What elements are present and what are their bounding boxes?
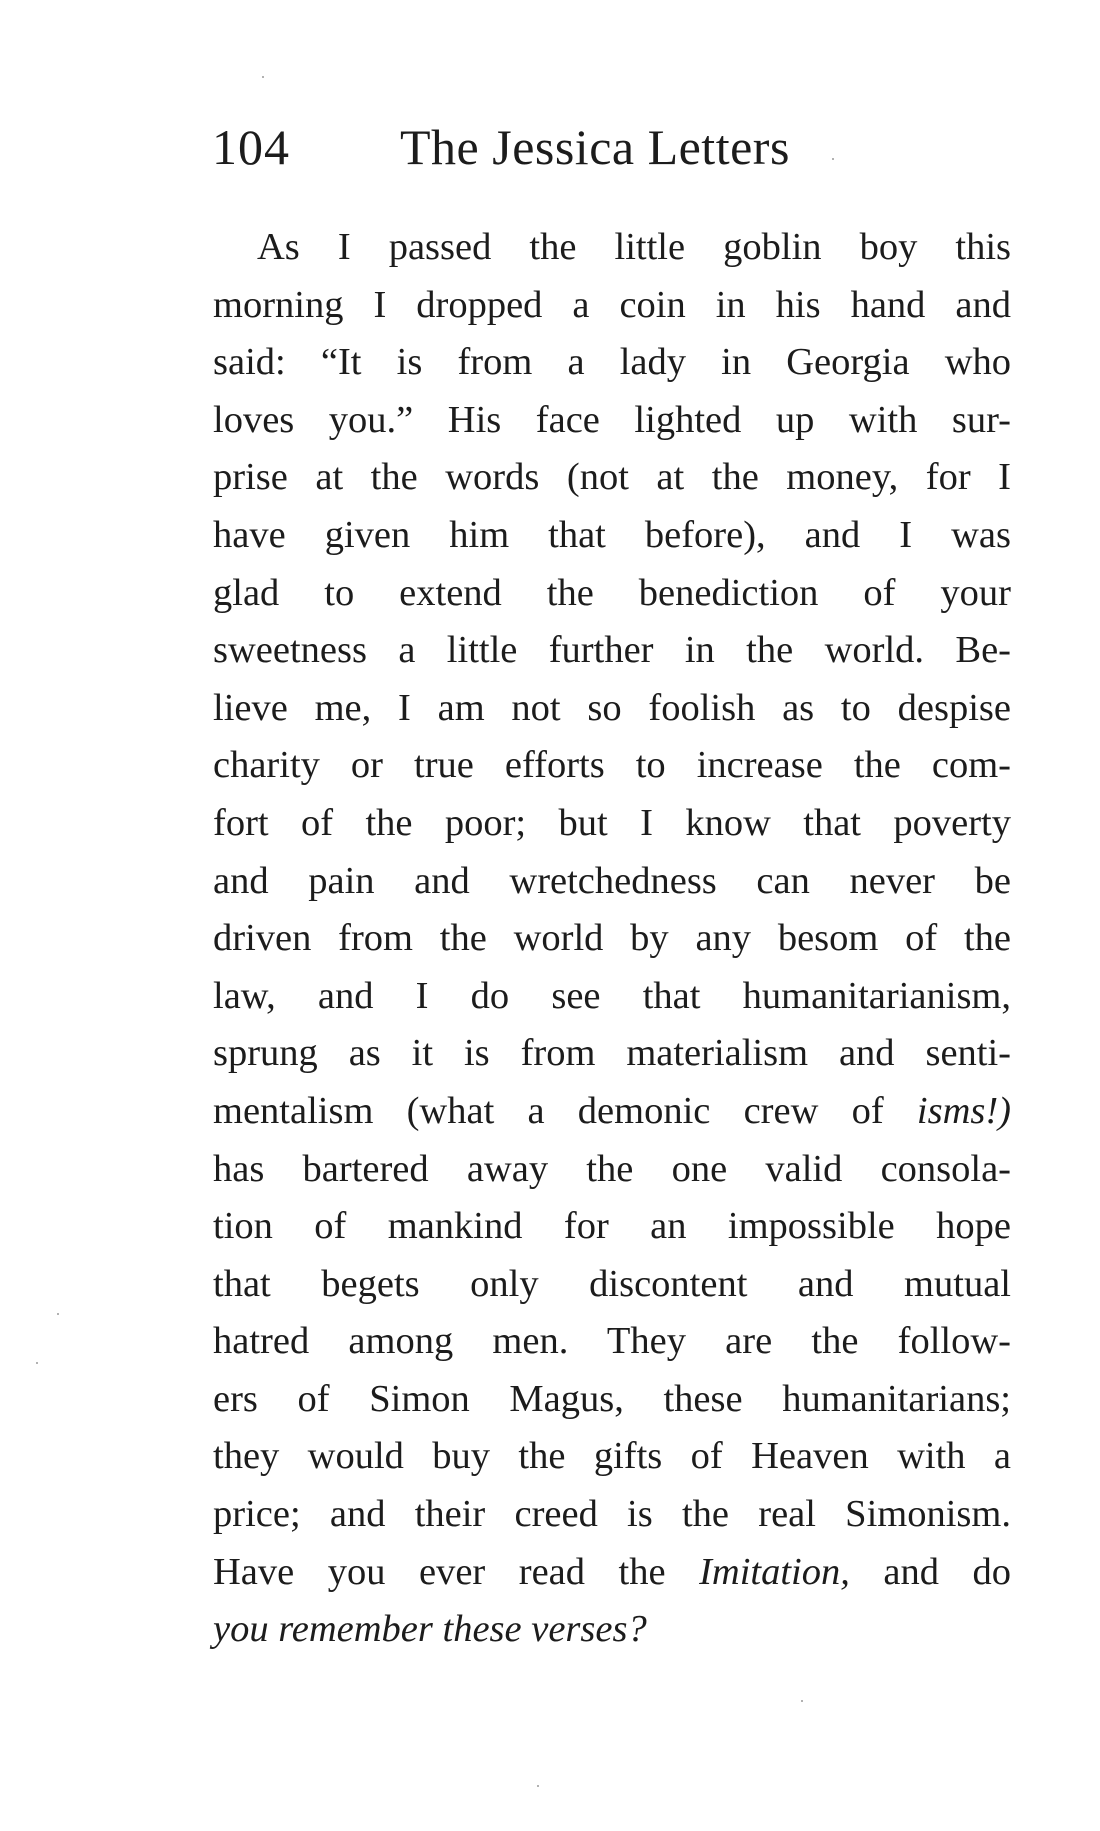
text-line: they would buy the gifts of Heaven with a [213,1435,1011,1478]
page-number: 104 [212,119,290,175]
paper-speck [801,1700,803,1702]
paper-speck [36,1362,38,1364]
text-line: glad to extend the benediction of your [213,571,1011,614]
text-line: and pain and wretchedness can never be [213,859,1011,902]
text-line: law, and I do see that humanitarianism, [213,974,1011,1017]
text-line: ers of Simon Magus, these humanitarians; [213,1377,1011,1420]
running-head [212,112,1012,182]
text-segment: and do [849,1550,1011,1593]
text-line-with-italic [213,1544,1011,1602]
paper-speck [57,1313,59,1315]
body-paragraph [213,219,1011,1659]
text-line: lieve me, I am not so foolish as to despise [213,686,1011,729]
text-line: As I passed the little goblin boy this [257,226,1011,268]
text-line: has bartered away the one valid consola- [213,1147,1011,1190]
text-line: sweetness a little further in the world. Be- [213,629,1011,672]
paper-speck [262,76,264,78]
text-line: morning I dropped a coin in his hand and [213,283,1011,326]
italic-isms: isms!) [916,1089,1011,1132]
text-segment: Have you ever read the [213,1550,700,1593]
text-line: said: “It is from a lady in Georgia who [213,341,1011,384]
text-line: have given him that before), and I was [213,513,1011,556]
text-segment: mentalism (what a demonic crew of [213,1089,917,1132]
text-line: prise at the words (not at the money, for I [213,456,1011,499]
text-line: sprung as it is from materialism and senti- [213,1032,1011,1075]
text-line: driven from the world by any besom of the [213,917,1011,960]
text-line-italic: you remember these verses? [213,1608,647,1651]
text-line: price; and their creed is the real Simonism. [213,1493,1011,1536]
paper-speck [537,1785,539,1787]
text-line-with-italic [213,1083,1011,1141]
text-line: charity or true efforts to increase the com- [213,744,1011,787]
text-line: loves you.” His face lighted up with sur- [213,398,1011,441]
text-line: that begets only discontent and mutual [213,1262,1011,1305]
book-title: The Jessica Letters [400,119,790,175]
text-line: tion of mankind for an impossible hope [213,1205,1011,1248]
text-line: hatred among men. They are the follow- [213,1320,1011,1363]
text-line: fort of the poor; but I know that poverty [213,801,1011,844]
italic-imitation: Imitation, [699,1550,850,1593]
